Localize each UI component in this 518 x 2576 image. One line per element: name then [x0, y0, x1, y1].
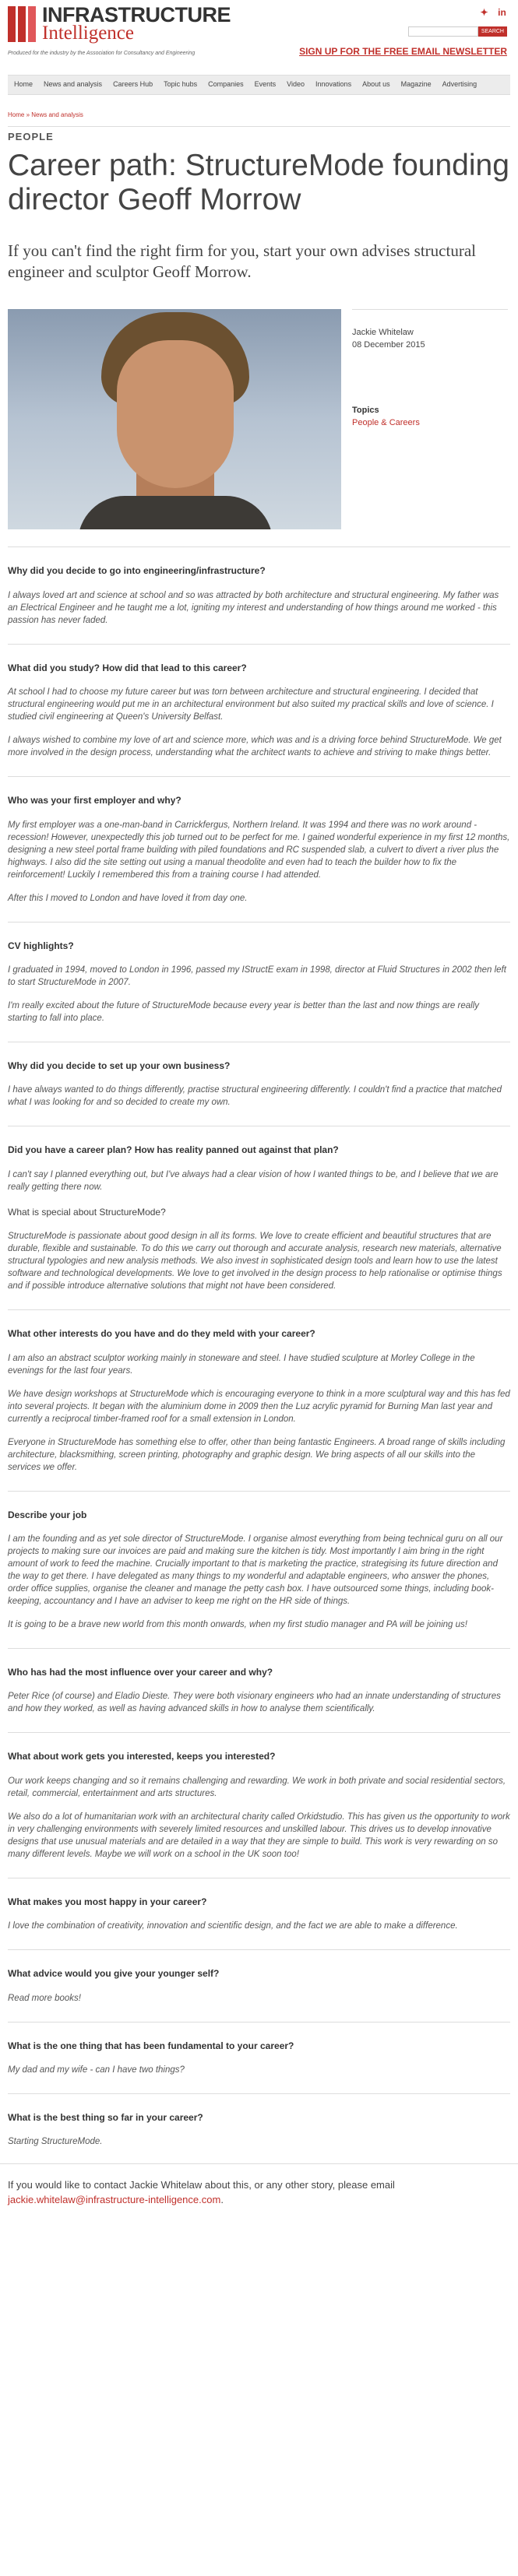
article-meta [352, 309, 508, 529]
question: What did you study? How did that lead to this career? [8, 644, 510, 675]
publish-date: 08 December 2015 [352, 340, 425, 350]
answer-paragraph: We have design workshops at StructureMode which is encouraging everyone to think in a more sculptural way and this has fed into several projects. It began with the aluminium dome in 2009 then the Luz acrylic pyramid for Burning Man last year and currently a reciprocal timber-framed roof for a small extension in London. [8, 1389, 510, 1424]
answer-paragraph: It is going to be a brave new world from this month onwards, when my first studio manager and PA will be joining us! [8, 1619, 467, 1629]
answer-paragraph: After this I moved to London and have loved it from day one. [8, 893, 248, 903]
nav-item[interactable]: Advertising [442, 80, 477, 89]
author[interactable]: Jackie Whitelaw [352, 328, 414, 338]
question: Why did you decide to set up your own business? [8, 1042, 510, 1073]
answer-paragraph: I am also an abstract sculptor working mainly in stoneware and steel. I have studied sculpture at Morley College in the evenings for the last four years. [8, 1353, 475, 1376]
nav-item[interactable]: Careers Hub [113, 80, 153, 89]
answer-paragraph: I graduated in 1994, moved to London in 1996, passed my IStructE exam in 1998, director at Fluid Structures in 2002 then left to start StructureMode in 2007. [8, 965, 506, 987]
standfirst: If you can't find the right firm for you, start your own advises structural engineer and sculptor Geoff Morrow. [8, 241, 476, 282]
answer-paragraph: I have always wanted to do things differently, practise structural engineering differently. I couldn't find a practice that matched what I was looking for and so decided to create my own. [8, 1085, 502, 1108]
question: What other interests do you have and do they meld with your career? [8, 1309, 510, 1341]
answer-paragraph: Our work keeps changing and so it remains challenging and rewarding. We work in both private and social residential sectors, retail, commercial, entertainment and arts structures. [8, 1776, 506, 1798]
contact-text: If you would like to contact Jackie Whitelaw about this, or any other story, please email [8, 2179, 395, 2191]
question: What about work gets you interested, keeps you interested? [8, 1732, 510, 1763]
contact-email-link[interactable]: jackie.whitelaw@infrastructure-intelligence.com [8, 2194, 221, 2206]
nav-item[interactable]: Topic hubs [164, 80, 198, 89]
question: Why did you decide to go into engineering/infrastructure? [8, 546, 510, 578]
answer-paragraph: We also do a lot of humanitarian work with an architectural charity called Orkidstudio. This has given us the opportunity to work in very challenging environments with severely limited resources and unskilled labour. This drives us to develop innovative designs that use unusual materials and are detailed in a way that they are simple to build. This work is very rewarding on so many different levels. Maybe we will work on a school in the UK soon too! [8, 1812, 510, 1859]
search-button[interactable]: SEARCH [478, 26, 507, 37]
answer-paragraph: My first employer was a one-man-band in Carrickfergus, Northern Ireland. It was 1994 and there was no work around - recession! However, unexpectedly this job turned out to be perfect for me. I gained wonderful experience in my first 12 months, designing a new steel portal frame building with piled foundations and RC suspended slab, a culvert to divert a river plus the highways. I also did the site setting out using a manual theodolite and even had to teach the builder how to fix the reinforcement! Luckily I remembered this from a training course I had attended. [8, 820, 510, 880]
nav-item[interactable]: Video [287, 80, 305, 89]
contact-note [0, 2163, 518, 2208]
answer-paragraph: I always loved art and science at school and so was attracted by both architecture and structural engineering. My father was an Electrical Engineer and he taught me a lot, igniting my interest and understanding of how things around me worked - this passion has never faded. [8, 590, 499, 625]
nav-item[interactable]: About us [362, 80, 390, 89]
article [0, 126, 518, 2149]
answer-paragraph: I love the combination of creativity, innovation and scientific design, and the fact we are able to make a difference. [8, 1921, 458, 1931]
answer-paragraph: Read more books! [8, 1993, 81, 2003]
topics-label: Topics [352, 406, 379, 416]
question: Describe your job [8, 1491, 510, 1522]
tagline: Produced for the industry by the Association for Consultancy and Engineering [8, 51, 196, 56]
answer-paragraph: My dad and my wife - can I have two things? [8, 2065, 185, 2075]
question: CV highlights? [8, 922, 510, 953]
nav-item[interactable]: Events [254, 80, 277, 89]
answer-paragraph: At school I had to choose my future career but was torn between architecture and structural engineering. I decided that structural engineering would put me in an architectural environment but also suited my practical skills and love of science. I studied civil engineering at Queen's University Belfast. [8, 687, 494, 722]
question: What advice would you give your younger self? [8, 1949, 510, 1980]
logo-line2[interactable]: Intelligence [42, 23, 134, 44]
search-form [408, 26, 507, 37]
answer-paragraph: StructureMode is passionate about good design in all its forms. We love to create efficient and beautiful structures that are durable, flexible and sustainable. To do this we carry out thorough and accurate analysis, research new materials, alternative structural typologies and new analysis methods. We also invest in sophisticated design tools and learn how to use the latest software and technological developments. We love to get involved in the design process to help rationalise or optimise things and if possible introduce alternative solutions that might not have been considered. [8, 1232, 502, 1292]
breadcrumb[interactable]: Home » News and analysis [8, 111, 83, 118]
section-label: PEOPLE [8, 126, 510, 145]
answer-paragraph: Peter Rice (of course) and Eladio Dieste. They were both visionary engineers who had an innate understanding of structures and how they worked, as well as having advanced skills in how to analyse them scientifically. [8, 1692, 501, 1714]
main-nav [8, 75, 510, 95]
question: Did you have a career plan? How has reality panned out against that plan? [8, 1126, 510, 1157]
logo-line1[interactable]: INFRASTRUCTURE [42, 3, 231, 26]
answer-paragraph: Everyone in StructureMode has something else to offer, other than being fantastic Engineers. A broad range of skills including architecture, blacksmithing, screen printing, photography and graphic design. We bring aspects of all our skills into the services we offer. [8, 1437, 506, 1472]
qa-list [8, 546, 510, 2148]
answer-paragraph: Starting StructureMode. [8, 2137, 103, 2147]
page-title: Career path: StructureMode founding director Geoff Morrow [8, 149, 509, 217]
newsletter-signup-link[interactable]: SIGN UP FOR THE FREE EMAIL NEWSLETTER [299, 46, 507, 57]
question: What is the one thing that has been fundamental to your career? [8, 2022, 510, 2053]
nav-item[interactable]: Magazine [400, 80, 432, 89]
topic-link[interactable]: People & Careers [352, 418, 420, 428]
answer-paragraph: I am the founding and as yet sole director of StructureMode. I organise almost everything from being technical guru on all our projects to making sure our invoices are paid and making sure the kitchen is tidy. Most importantly I aim bring in the right amount of work to feed the machine. Crucially important to that is marketing the practice, strategising its future direction and the way to get there. I have delegated as many things to my wonderful and adaptable engineers, who answer the phones, order office supplies, organise the cleaner and manage the petty cash box. I have outsourced some things, including book-keeping, accountancy and I have an adviser to keep me right on the HR side of things. [8, 1534, 503, 1606]
portrait-photo [8, 309, 341, 529]
article-header [8, 309, 510, 529]
social-links [479, 8, 507, 18]
answer-paragraph: I'm really excited about the future of StructureMode because every year is better than the last and now things are really starting to fall into place. [8, 1001, 479, 1023]
question: What makes you most happy in your career? [8, 1878, 510, 1909]
linkedin-icon[interactable]: in [498, 7, 506, 18]
twitter-icon[interactable]: ✦ [480, 7, 488, 18]
question: What is the best thing so far in your career? [8, 2093, 510, 2124]
nav-item[interactable]: Companies [208, 80, 244, 89]
logo-mark[interactable] [8, 6, 36, 42]
nav-item[interactable]: News and analysis [44, 80, 103, 89]
question: Who was your first employer and why? [8, 776, 510, 807]
site-header [0, 0, 518, 69]
sub-question: What is special about StructureMode? [8, 1206, 166, 1218]
contact-end: . [220, 2194, 224, 2206]
nav-item[interactable]: Innovations [315, 80, 352, 89]
answer-paragraph: I always wished to combine my love of art and science more, which was and is a driving force behind StructureMode. We get more involved in the design process, understanding what the architect wants to achieve and striving to make things better. [8, 736, 502, 758]
nav-item[interactable]: Home [14, 80, 33, 89]
answer-paragraph: I can't say I planned everything out, but I've always had a clear vision of how I wanted things to be, and I believe that we are really getting there now. [8, 1169, 499, 1192]
question: Who has had the most influence over your career and why? [8, 1648, 510, 1679]
search-input[interactable] [408, 26, 478, 37]
